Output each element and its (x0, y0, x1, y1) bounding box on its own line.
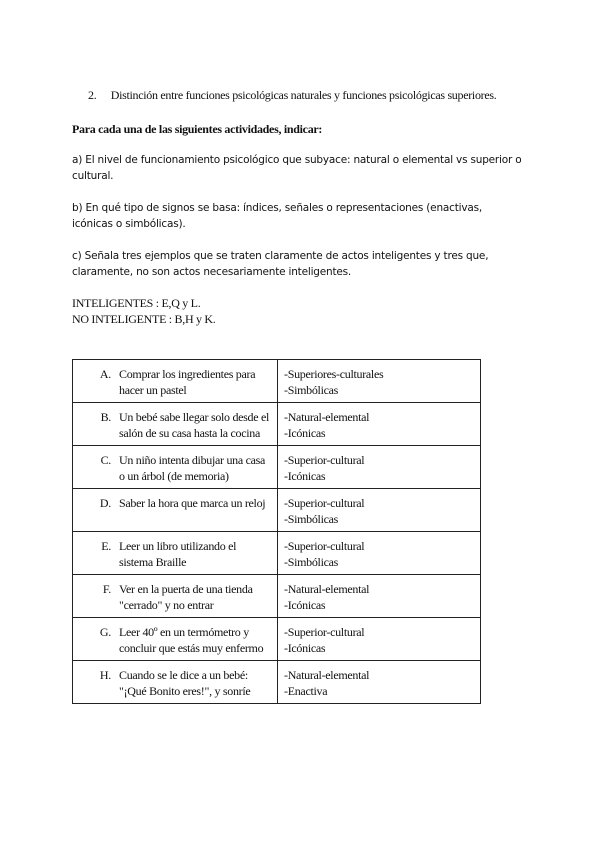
activity-cell (73, 360, 278, 403)
paragraph-a: a) El nivel de funcionamiento psicológico que subyace: natural o elemental vs superior o cultural. (72, 154, 522, 182)
level-text: -Superior-cultural (284, 625, 365, 639)
activity-cell (73, 618, 278, 661)
activity-letter: G. (99, 625, 111, 639)
section-title: Distinción entre funciones psicológicas naturales y funciones psicológicas superiores. (110, 88, 497, 102)
level-text: -Superior-cultural (284, 453, 365, 467)
activity-letter: B. (100, 410, 111, 424)
level-text: -Natural-elemental (284, 668, 370, 682)
classification-cell (278, 618, 481, 661)
sign-text: -Simbólicas (284, 555, 339, 569)
level-text: -Natural-elemental (284, 582, 370, 596)
level-text: -Natural-elemental (284, 410, 370, 424)
answer-not-intelligent: NO INTELIGENTE : B,H y K. (72, 312, 216, 326)
classification-cell (278, 532, 481, 575)
table-row (73, 360, 481, 403)
sign-text: -Icónicas (284, 598, 326, 612)
activity-letter: E. (101, 539, 111, 553)
activity-text: Saber la hora que marca un reloj (119, 496, 266, 510)
level-text: -Superior-cultural (284, 496, 365, 510)
activity-text: Un niño intenta dibujar una casa o un árbol (de memoria) (119, 453, 266, 483)
sign-text: -Icónicas (284, 426, 326, 440)
sign-text: -Enactiva (284, 684, 328, 698)
classification-cell (278, 446, 481, 489)
table-row (73, 532, 481, 575)
sign-text: -Simbólicas (284, 383, 339, 397)
paragraph-c: c) Señala tres ejemplos que se traten claramente de actos inteligentes y tres que, claramente, no son actos necesariamente inteligentes. (72, 250, 489, 278)
activity-cell (73, 532, 278, 575)
section-number: 2. (88, 88, 97, 102)
sign-text: -Icónicas (284, 641, 326, 655)
activity-text: Un bebé sabe llegar solo desde el salón de su casa hasta la cocina (119, 410, 270, 440)
activity-cell (73, 575, 278, 618)
table-row (73, 489, 481, 532)
table-row (73, 446, 481, 489)
activity-letter: H. (99, 668, 111, 682)
classification-cell (278, 360, 481, 403)
classification-cell (278, 575, 481, 618)
classification-cell (278, 489, 481, 532)
activity-letter: A. (99, 367, 111, 381)
sign-text: -Icónicas (284, 469, 326, 483)
activity-text: Ver en la puerta de una tienda "cerrado" y no entrar (119, 582, 253, 612)
section-heading (88, 88, 496, 103)
instruction-text: Para cada una de las siguientes actividades, indicar: (72, 122, 323, 136)
table-row (73, 618, 481, 661)
table-row (73, 403, 481, 446)
classification-cell (278, 661, 481, 704)
activity-cell (73, 661, 278, 704)
activity-cell (73, 403, 278, 446)
level-text: -Superiores-culturales (284, 367, 384, 381)
level-text: -Superior-cultural (284, 539, 365, 553)
table-row (73, 661, 481, 704)
activity-cell (73, 489, 278, 532)
activity-letter: F. (102, 582, 111, 596)
paragraph-b: b) En qué tipo de signos se basa: índices, señales o representaciones (enactivas, icónicas o simbólicas). (72, 202, 482, 230)
activity-text: Leer un libro utilizando el sistema Braille (119, 539, 237, 569)
activity-text: Leer 40º en un termómetro y concluir que estás muy enfermo (119, 625, 264, 655)
table-row (73, 575, 481, 618)
sign-text: -Simbólicas (284, 512, 339, 526)
activity-text: Comprar los ingredientes para hacer un pastel (119, 367, 256, 397)
activity-text: Cuando se le dice a un bebé: "¡Qué Bonito eres!", y sonríe (119, 668, 251, 698)
classification-cell (278, 403, 481, 446)
activity-letter: D. (99, 496, 111, 510)
activities-table (72, 359, 481, 704)
activity-letter: C. (100, 453, 111, 467)
activity-cell (73, 446, 278, 489)
answer-intelligent: INTELIGENTES : E,Q y L. (72, 296, 201, 310)
